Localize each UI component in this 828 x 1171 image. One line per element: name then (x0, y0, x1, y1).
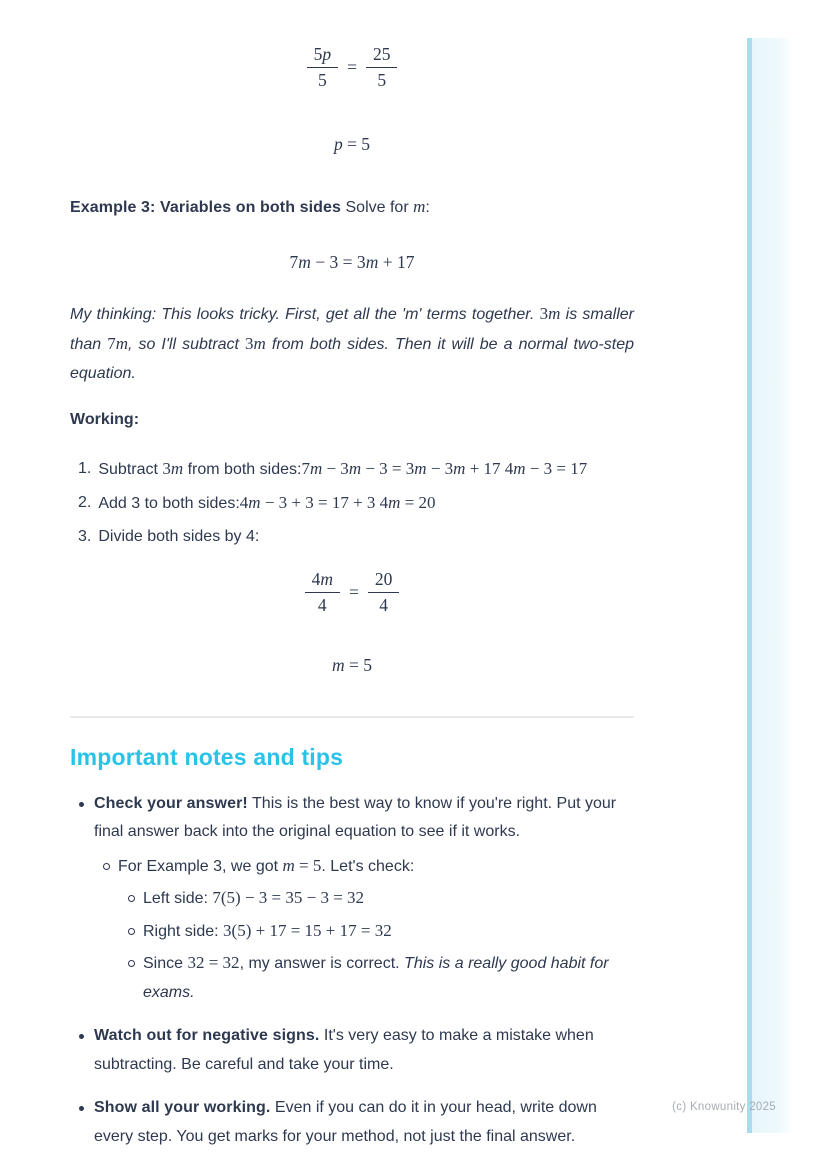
math-term: 3(5) + 17 = 15 + 17 = 32 (223, 920, 392, 940)
bullet-lead: Show all your working. (94, 1099, 271, 1116)
bullet-lead: Check your answer! (94, 794, 248, 812)
working-step-1 (70, 454, 634, 484)
math-term: m = 5 (282, 855, 322, 875)
bullet-circle-icon (128, 928, 135, 935)
equation-7m-minus-3: 7m − 3 = 3m + 17 (289, 252, 415, 272)
page-edge-highlight-bar (747, 38, 792, 1133)
fraction-numerator: 4m (305, 569, 340, 593)
thinking-text: is smaller than (70, 306, 634, 353)
math-term: 3m (162, 459, 184, 478)
bullet-dot-icon (79, 802, 84, 807)
notes-bullet-list (70, 790, 634, 1152)
bullet-circle-icon (128, 960, 135, 967)
fraction-denominator: 4 (317, 595, 327, 615)
fraction-right (368, 569, 400, 615)
working-step-2 (70, 488, 634, 518)
equation-5p-over-5 (70, 44, 634, 90)
fraction-denominator: 4 (379, 595, 388, 615)
bullet-text: Since (143, 955, 188, 972)
math-term: 32 = 32 (187, 953, 240, 972)
step-text: Subtract (98, 461, 163, 478)
bullet-text: Right side: (143, 922, 224, 940)
copyright-watermark: (c) Knowunity 2025 (672, 1101, 776, 1113)
bullet-dot-icon (79, 1106, 84, 1111)
fraction-denominator: 5 (317, 70, 327, 90)
equals-sign: = (349, 581, 359, 602)
bullet-negative-signs (70, 1022, 634, 1079)
thinking-text: from both sides. Then it will be a normal two-step equation. (70, 336, 634, 382)
working-step-3 (70, 522, 634, 551)
step-content (98, 488, 435, 518)
example-3-heading (70, 195, 634, 220)
bullet-check-your-answer (70, 790, 634, 847)
step-equation: 4m − 3 + 3 = 17 + 3 4m = 20 (239, 493, 436, 512)
sub-bullet-example-check (70, 852, 634, 882)
sub-bullet-left-side (70, 884, 634, 914)
step-equation: 7m − 3m − 3 = 3m − 3m + 17 4m − 3 = 17 (301, 459, 588, 478)
result-m-equals-5: m = 5 (331, 655, 372, 675)
bullet-text: Left side: (143, 890, 213, 907)
step-text: Add 3 to both sides: (98, 495, 240, 512)
math-term: 7m (107, 334, 128, 353)
page-content (70, 0, 634, 1151)
fraction-right (366, 44, 398, 90)
bullet-show-working (70, 1094, 634, 1151)
fraction-numerator: 5p (307, 44, 339, 68)
equals-sign: = (347, 56, 357, 77)
colon: : (425, 199, 430, 216)
bullet-text: It's very easy to make a mistake when subtracting. Be careful and take your time. (94, 1027, 594, 1073)
bullet-circle-icon (103, 863, 110, 870)
result-p-equals-5: p = 5 (333, 134, 371, 154)
important-notes-heading: Important notes and tips (70, 743, 344, 770)
bullet-text: Even if you can do it in your head, write down every step. You get marks for your method, not just the final answer. (94, 1099, 597, 1145)
working-heading: Working: (70, 411, 140, 428)
bullet-dot-icon (79, 1034, 84, 1039)
math-term: 3m (245, 334, 266, 353)
math-term: 7(5) − 3 = 35 − 3 = 32 (212, 888, 365, 907)
sub-bullet-since-correct (70, 949, 634, 1007)
step-text: Divide both sides by 4: (98, 528, 260, 545)
fraction-left (305, 569, 340, 615)
sub-bullet-right-side (70, 917, 634, 947)
thinking-text: , so I'll subtract (127, 336, 246, 353)
section-divider (70, 716, 634, 718)
step-text: from both sides: (183, 461, 302, 478)
working-steps-list (70, 454, 634, 551)
thinking-text: My thinking: This looks tricky. First, get all the 'm' terms together. (70, 306, 540, 323)
fraction-left (307, 44, 339, 90)
fraction-denominator: 5 (377, 70, 387, 90)
example-3-title: Example 3: Variables on both sides (70, 199, 342, 216)
fraction-numerator: 20 (368, 569, 400, 593)
bullet-lead: Watch out for negative signs. (94, 1027, 320, 1044)
bullet-text: This is the best way to know if you're right. Put your final answer back into the original equation to see if it works. (94, 794, 617, 840)
step-content (98, 454, 587, 484)
bullet-italic-note: This is a really good habit for exams. (143, 955, 609, 1001)
bullet-circle-icon (128, 895, 135, 902)
step-number: 3. (78, 528, 92, 545)
math-term: 3m (539, 304, 561, 323)
variable-m: m (413, 197, 426, 216)
bullet-text: . Let's check: (321, 857, 415, 875)
fraction-numerator: 25 (366, 44, 398, 68)
bullet-text: For Example 3, we got (118, 857, 283, 875)
example-3-prompt: Solve for (341, 199, 414, 216)
bullet-text: , my answer is correct. (239, 955, 405, 972)
equation-4m-over-4 (70, 569, 634, 615)
my-thinking-paragraph (70, 299, 634, 388)
step-number: 2. (78, 494, 92, 511)
step-number: 1. (78, 460, 92, 477)
step-content (98, 522, 259, 551)
